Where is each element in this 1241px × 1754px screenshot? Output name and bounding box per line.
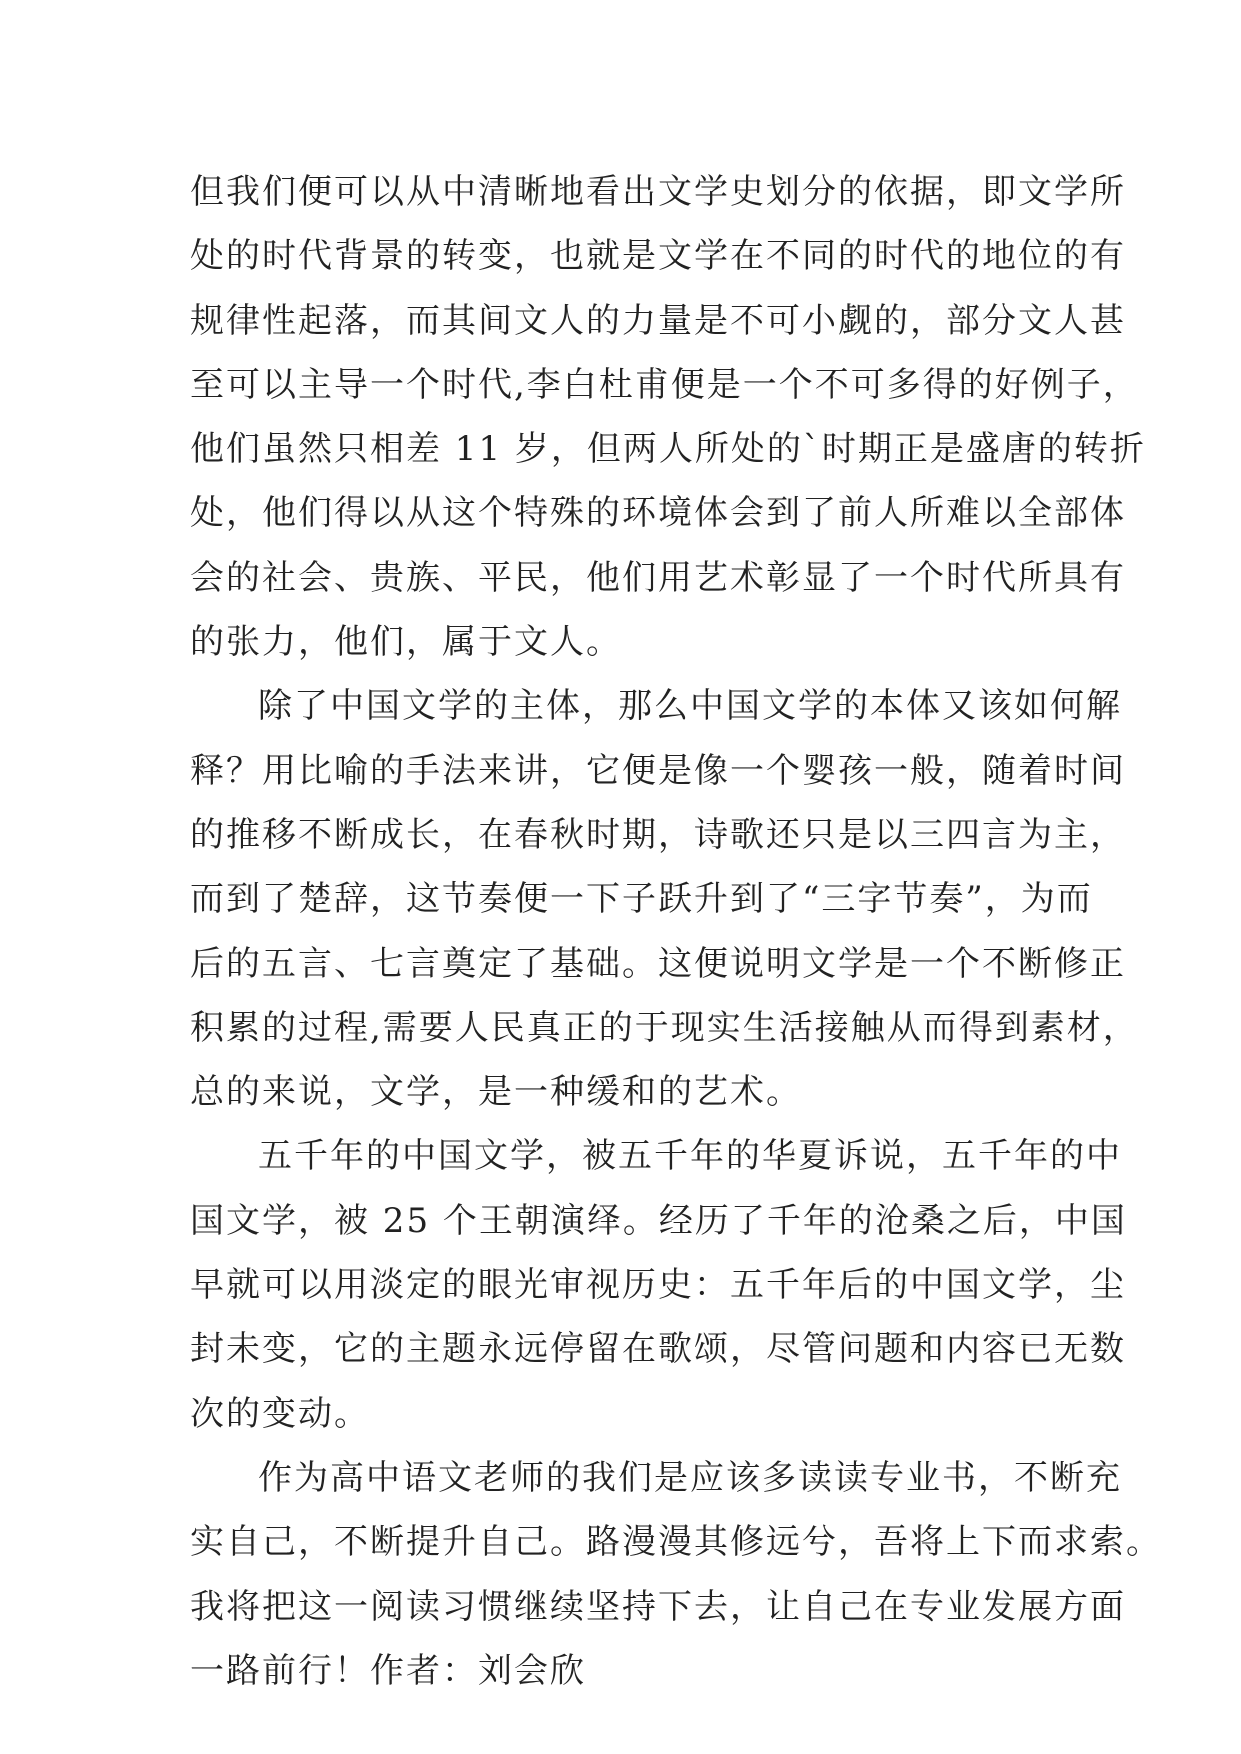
text-line: 会的社会、贵族、平民，他们用艺术彰显了一个时代所具有	[190, 557, 1126, 598]
paragraph-start-line: 除了中国文学的主体，那么中国文学的本体又该如何解	[258, 686, 1122, 727]
text-line: 后的五言、七言奠定了基础。这便说明文学是一个不断修正	[190, 943, 1126, 984]
text-line: 处，他们得以从这个特殊的环境体会到了前人所难以全部体	[190, 493, 1126, 534]
text-line: 国文学，被 25 个王朝演绎。经历了千年的沧桑之后，中国	[190, 1200, 1127, 1241]
article-body	[190, 160, 1162, 1703]
text-line: 的张力，他们，属于文人。	[190, 622, 622, 663]
text-line: 我将把这一阅读习惯继续坚持下去，让自己在专业发展方面	[190, 1586, 1126, 1627]
author-line: 一路前行！作者：刘会欣	[190, 1650, 586, 1691]
paragraph-start-line: 五千年的中国文学，被五千年的华夏诉说，五千年的中	[258, 1136, 1122, 1177]
text-line: 处的时代背景的转变，也就是文学在不同的时代的地位的有	[190, 236, 1126, 277]
text-line: 至可以主导一个时代,李白杜甫便是一个不可多得的好例子，	[190, 364, 1139, 405]
text-line: 的推移不断成长，在春秋时期，诗歌还只是以三四言为主，	[190, 814, 1126, 855]
text-line: 释？用比喻的手法来讲，它便是像一个婴孩一般，随着时间	[190, 750, 1126, 791]
text-line: 次的变动。	[190, 1393, 370, 1434]
text-line: 早就可以用淡定的眼光审视历史：五千年后的中国文学，尘	[190, 1265, 1126, 1306]
text-line: 实自己，不断提升自己。路漫漫其修远兮，吾将上下而求索。	[190, 1522, 1162, 1563]
text-line: 而到了楚辞，这节奏便一下子跃升到了“三字节奏”，为而	[190, 879, 1093, 920]
text-line: 他们虽然只相差 11 岁，但两人所处的`时期正是盛唐的转折	[190, 429, 1146, 470]
text-line: 总的来说，文学，是一种缓和的艺术。	[190, 1072, 802, 1113]
text-line: 积累的过程,需要人民真正的于现实生活接触从而得到素材，	[190, 1007, 1139, 1048]
paragraph-start-line: 作为高中语文老师的我们是应该多读读专业书，不断充	[258, 1457, 1122, 1498]
text-line: 规律性起落，而其间文人的力量是不可小觑的，部分文人甚	[190, 300, 1126, 341]
text-line: 但我们便可以从中清晰地看出文学史划分的依据，即文学所	[190, 172, 1126, 212]
text-line: 封未变，它的主题永远停留在歌颂，尽管问题和内容已无数	[190, 1329, 1126, 1370]
